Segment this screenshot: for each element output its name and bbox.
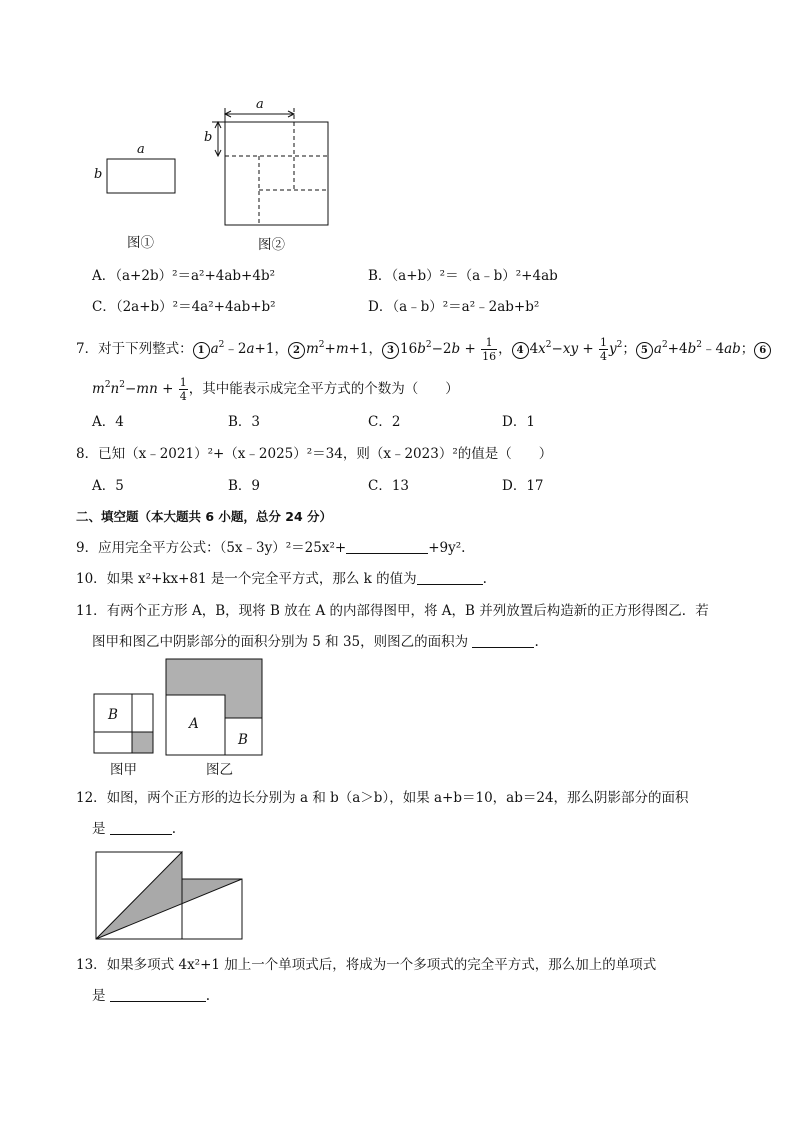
q6-option-b: B．（a+b）²＝（a﹣b）²+4ab xyxy=(368,268,558,284)
q7-line1 xyxy=(76,337,772,362)
fig-jia-label-B: B xyxy=(108,707,118,723)
fig1-rectangle xyxy=(107,159,175,193)
q8-option-c: C．13 xyxy=(368,478,410,494)
q7-option-c: C．2 xyxy=(368,414,401,430)
q13-line1 xyxy=(76,957,656,973)
q7-expr-6-marker: 6 xyxy=(754,342,771,359)
q9-stem xyxy=(76,540,465,556)
q11-line1-text: 有两个正方形 A，B，现将 B 放在 A 的内部得图甲，将 A，B 并列放置后构造新的正方形得图乙．若 xyxy=(106,603,709,619)
q12-shaded-region xyxy=(96,852,242,939)
q7-option-b: B．3 xyxy=(228,414,261,430)
q6-figures xyxy=(80,92,360,262)
q8-text: 已知（x﹣2021）²+（x﹣2025）²＝34，则（x﹣2023）²的值是（ ） xyxy=(98,446,553,462)
q12-number: 12． xyxy=(76,790,107,806)
q12-line2-end: . xyxy=(171,821,177,837)
q7-expr-3: 3 $16b^2-2b$ + $\frac{1}{16}$ ， xyxy=(382,341,512,357)
q7-expr-6: $m^2n^2-mn$ + $\frac{1}{4}$ xyxy=(92,376,187,403)
q13-line2-end: . xyxy=(205,988,211,1004)
q9-text-a: 应用完全平方公式：（5x﹣3y）²＝25x²+ xyxy=(98,540,347,556)
fig-yi-label-A: A xyxy=(189,716,199,732)
q6-option-a: A．（a+2b）²＝a²+4ab+4b² xyxy=(92,268,276,284)
q10-answer-blank[interactable] xyxy=(417,572,483,585)
fig-jia-caption: 图甲 xyxy=(110,762,137,778)
q12-line1-text: 如图，两个正方形的边长分别为 a 和 b（a＞b），如果 a+b＝10，ab＝24，那么阴影部分的面积 xyxy=(106,790,689,806)
q13-line2-text: 是 xyxy=(92,988,110,1004)
fig1-label-a: a xyxy=(137,142,145,157)
q11-line2-text: 图甲和图乙中阴影部分的面积分别为 5 和 35，则图乙的面积为 xyxy=(92,634,473,650)
q7-expr-4: 4 $4x^2-xy$ + $\frac{1}{4}$ $y^2$； xyxy=(512,341,636,357)
q9-text-b: +9y². xyxy=(428,540,466,556)
fig2-caption: 图② xyxy=(258,237,285,253)
q10-text-a: 如果 x²+kx+81 是一个完全平方式，那么 k 的值为 xyxy=(106,571,417,587)
q7-expr-1: 1 $a^2﹣2a+1$， xyxy=(193,341,288,357)
q7-expr-5: 5 $a^2+4b^2﹣4ab$； xyxy=(636,341,754,357)
q11-line1 xyxy=(76,603,709,619)
q11-number: 11． xyxy=(76,603,107,619)
q6-option-c: C．（2a+b）²＝4a²+4ab+b² xyxy=(92,299,276,315)
fig-jia-shaded xyxy=(132,732,153,753)
q7-number: 7． xyxy=(76,341,99,357)
fig2-label-a: a xyxy=(256,97,264,112)
q13-answer-blank[interactable] xyxy=(110,989,206,1002)
q13-line1-text: 如果多项式 4x²+1 加上一个单项式后，将成为一个多项式的完全平方式，那么加上的单项式 xyxy=(106,957,657,973)
q13-line2 xyxy=(92,988,210,1004)
q7-option-d: D．1 xyxy=(502,414,535,430)
q9-answer-blank[interactable] xyxy=(346,541,428,554)
fig-yi-label-B: B xyxy=(238,732,248,748)
q9-number: 9． xyxy=(76,540,99,556)
q12-answer-blank[interactable] xyxy=(110,822,172,835)
q12-line2 xyxy=(92,821,176,837)
fig1-caption: 图① xyxy=(127,235,154,251)
q7-lead: 对于下列整式： xyxy=(98,341,193,357)
q12-line1 xyxy=(76,790,689,806)
q12-figure xyxy=(92,848,248,944)
fig2-square xyxy=(225,122,328,225)
q12-line2-text: 是 xyxy=(92,821,110,837)
q6-option-d: D．（a﹣b）²＝a²﹣2ab+b² xyxy=(368,299,540,315)
q7-expr-2: 2 $m^2+m+1$， xyxy=(288,341,382,357)
q10-text-b: . xyxy=(482,571,487,587)
q10-stem xyxy=(76,571,487,587)
q8-number: 8． xyxy=(76,446,99,462)
q11-line2 xyxy=(92,634,539,650)
q11-line2-end: . xyxy=(534,634,539,650)
q11-answer-blank[interactable] xyxy=(472,635,534,648)
q7-option-a: A．4 xyxy=(92,414,124,430)
q13-number: 13． xyxy=(76,957,107,973)
fig2-label-b: b xyxy=(204,130,213,145)
q8-stem xyxy=(76,446,552,462)
fig1-label-b: b xyxy=(94,167,103,182)
q10-number: 10． xyxy=(76,571,107,587)
fig-yi-caption: 图乙 xyxy=(206,762,233,778)
q7-line2 xyxy=(92,377,459,402)
q7-tail: ，其中能表示成完全平方式的个数为（ ） xyxy=(188,381,459,397)
q8-option-d: D．17 xyxy=(502,478,544,494)
section-title: 二、填空题（本大题共 6 小题，总分 24 分） xyxy=(76,509,333,524)
q8-option-b: B．9 xyxy=(228,478,261,494)
q8-option-a: A．5 xyxy=(92,478,124,494)
